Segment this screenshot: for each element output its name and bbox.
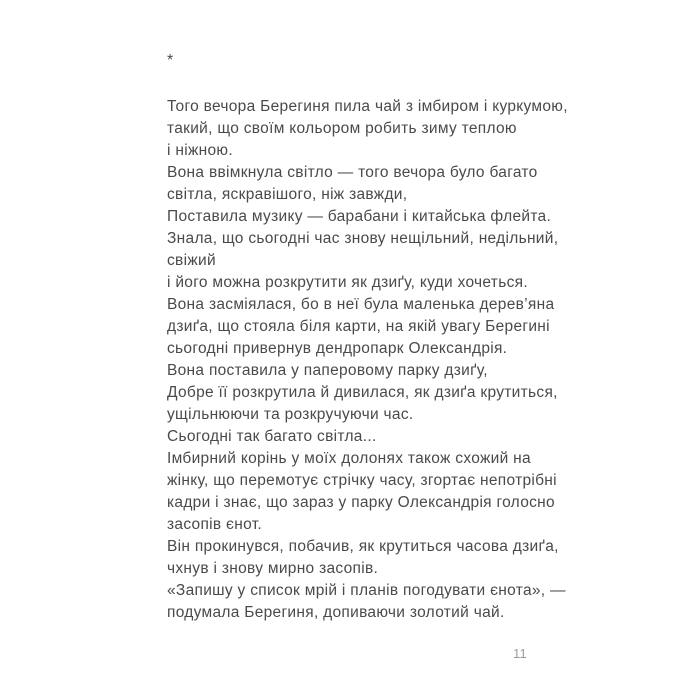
text-line: Вона ввімкнула світло — того вечора було багато	[167, 164, 538, 181]
section-asterisk-marker: *	[167, 52, 174, 69]
text-line: Вона поставила у паперовому парку дзиґу,	[167, 362, 488, 379]
text-line: і ніжною.	[167, 142, 233, 159]
text-line: подумала Берегиня, допиваючи золотий чай.	[167, 604, 505, 621]
text-line: сьогодні привернув дендропарк Олександрія.	[167, 340, 508, 357]
text-line: кадри і знає, що зараз у парку Олександрія голосно	[167, 494, 555, 511]
text-line: світла, яскравішого, ніж завжди,	[167, 186, 408, 203]
text-line: Сьогодні так багато світла...	[167, 428, 377, 445]
text-line: свіжий	[167, 252, 216, 269]
text-line: Імбирний корінь у моїх долонях також схожий на	[167, 450, 531, 467]
text-line: і його можна розкрутити як дзиґу, куди хочеться.	[167, 274, 528, 291]
text-line: жінку, що перемотує стрічку часу, згортає непотрібні	[167, 472, 557, 489]
page-number: 11	[512, 646, 528, 661]
text-line: ущільнюючи та розкручуючи час.	[167, 406, 414, 423]
text-line: дзиґа, що стояла біля карти, на якій увагу Берегині	[167, 318, 550, 335]
text-line: чхнув і знову мирно засопів.	[167, 560, 379, 577]
text-line: засопів єнот.	[167, 516, 262, 533]
text-line: Він прокинувся, побачив, як крутиться часова дзиґа,	[167, 538, 559, 555]
text-line: Того вечора Берегиня пила чай з імбиром і куркумою,	[167, 98, 568, 115]
text-line: «Запишу у список мрій і планів погодувати єнота», —	[167, 582, 566, 599]
text-line: Вона засміялася, бо в неї була маленька дерев’яна	[167, 296, 555, 313]
text-line: такий, що своїм кольором робить зиму теплою	[167, 120, 517, 137]
text-line: Добре її розкрутила й дивилася, як дзиґа крутиться,	[167, 384, 558, 401]
poem-text-block	[167, 96, 587, 624]
text-line: Знала, що сьогодні час знову нещільний, недільний,	[167, 230, 559, 247]
text-line: Поставила музику — барабани і китайська флейта.	[167, 208, 552, 225]
